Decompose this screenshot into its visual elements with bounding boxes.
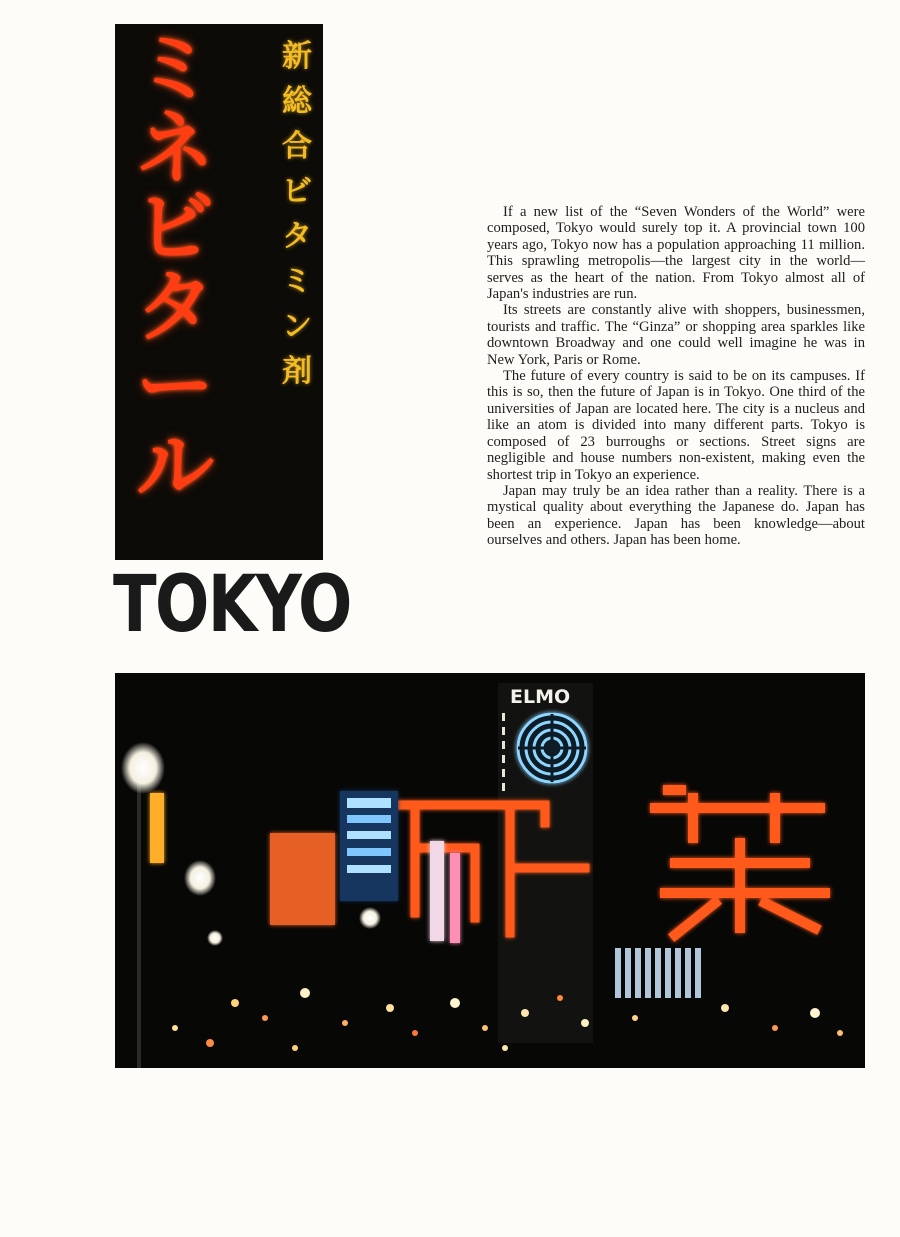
blue-spiral-sign <box>516 712 588 784</box>
street-lamps <box>121 742 381 1068</box>
sign-sub-char: 総 <box>282 84 312 119</box>
blue-vertical-signs <box>340 791 398 901</box>
article-paragraph: Japan may truly be an idea rather than a reality. There is a mystical quality about everything the Japanese do. Japan has been an experience. Japan has been knowledge—about ourselves and others. Japan has been home. <box>487 482 865 549</box>
night-scene-illustration <box>115 673 865 1068</box>
orange-neon-character-right <box>655 790 825 935</box>
sign-sub-char: 合 <box>282 129 312 164</box>
sign-char: ネ <box>135 103 214 194</box>
sign-sub-char: 剤 <box>282 354 312 389</box>
elmo-sign-text: ELMO <box>510 686 571 708</box>
sign-sub-char: ビ <box>282 174 312 209</box>
article-body <box>487 204 865 549</box>
sign-sub-char: ミ <box>282 264 312 299</box>
article-paragraph: If a new list of the “Seven Wonders of the World” were composed, Tokyo would surely top it. A provincial town 100 years ago, Tokyo now has a population approaching 11 million. This sprawling metropolis—the largest city in the world—serves as the heart of the nation. From Tokyo almost all of Japan's industries are run. <box>487 204 865 303</box>
lit-building-windows <box>615 948 701 998</box>
neon-sign-main-text <box>125 24 225 512</box>
neon-sign-sub-text <box>275 34 319 394</box>
article-paragraph: Its streets are constantly alive with shoppers, businessmen, tourists and traffic. The “Ginza” or shopping area sparkles like downtown Broadway and one could well imagine he was in New York, Paris or Rome. <box>487 302 865 368</box>
neon-sign-photo <box>115 24 323 560</box>
sign-char: ビ <box>135 183 214 274</box>
sign-sub-char: 新 <box>282 39 312 74</box>
article-paragraph: The future of every country is said to be on its campuses. If this is so, then the future of Japan is in Tokyo. One third of the universities of Japan are located here. The city is a nucleus and like an atom is divided into many different parts. Tokyo is composed of 23 burroughs or sections. Street signs are negligible and house numbers non-existent, making even the shortest trip in Tokyo an experience. <box>487 368 865 483</box>
sign-char: ミ <box>135 24 214 114</box>
tokyo-night-photo <box>115 673 865 1068</box>
page-title: TOKYO <box>113 560 351 650</box>
orange-box-sign <box>270 833 335 925</box>
sign-char: タ <box>135 262 214 353</box>
sign-char: ル <box>135 421 214 512</box>
sign-sub-char: タ <box>282 219 312 254</box>
sign-sub-char: ン <box>282 309 312 344</box>
sign-char: ー <box>135 342 214 433</box>
